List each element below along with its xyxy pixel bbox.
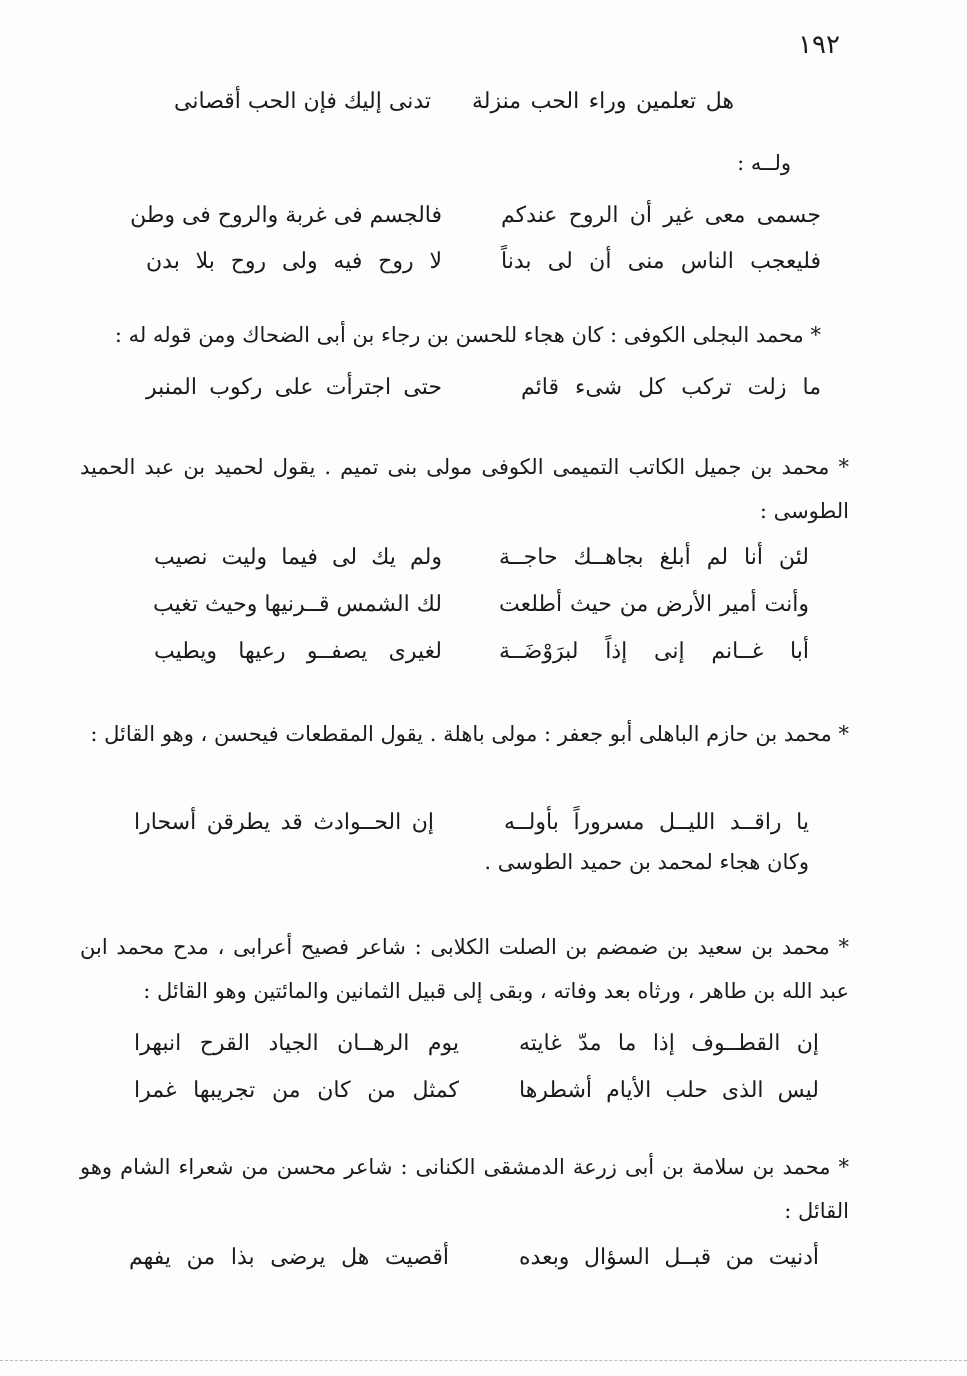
verse-second-hemistich: تدنى إليك فإن الحب أقصانى	[174, 89, 431, 114]
verse-first-hemistich: ما زلت تركب كل شىء قائم	[521, 375, 821, 400]
poem-heading: ولــه :	[737, 151, 791, 175]
verse-line	[154, 587, 809, 623]
verse-line	[134, 1026, 819, 1062]
biography-entry: * محمد بن جميل الكاتب التميمى الكوفى مولى بنى تميم . يقول لحميد بن عبد الحميد الطوسى :	[80, 455, 849, 523]
verse-first-hemistich: هل تعلمين وراء الحب منزلة	[472, 89, 734, 114]
verse-line	[146, 244, 821, 280]
verse-line	[154, 540, 809, 576]
verse-line	[154, 634, 809, 670]
verse-second-hemistich: يوم الرهــان الجياد القرح انبهرا	[134, 1031, 459, 1056]
verse-first-hemistich: فليعجب الناس منى أن لى بدناً	[501, 249, 821, 274]
verse-second-hemistich: حتى اجترأت على ركوب المنبر	[146, 375, 442, 400]
verse-first-hemistich: يا راقــد الليــل مسروراً بأولــه	[504, 810, 809, 835]
verse-line	[134, 805, 809, 841]
verse-first-hemistich: أدنيت من قبــل السؤال وبعده	[519, 1245, 819, 1270]
verse-second-hemistich: لغيرى يصفــو رعيها ويطيب	[154, 639, 442, 664]
verse-line	[129, 1240, 819, 1276]
verse-line	[130, 198, 821, 234]
biography-entry: * محمد البجلى الكوفى : كان هجاء للحسن بن رجاء بن أبى الضحاك ومن قوله له :	[114, 323, 821, 347]
verse-second-hemistich: ولم يك لى فيما وليت نصيب	[154, 545, 442, 570]
verse-second-hemistich: لك الشمس قــرنيها وحيث تغيب	[152, 592, 442, 617]
verse-second-hemistich: فالجسم فى غربة والروح فى وطن	[130, 203, 442, 228]
verse-line	[146, 370, 821, 406]
verse-first-hemistich: وأنت أمير الأرض من حيث أطلعت	[499, 592, 809, 617]
verse-first-hemistich: ليس الذى حلب الأيام أشطرها	[519, 1078, 819, 1103]
verse-first-hemistich: جسمى معى غير أن الروح عندكم	[501, 203, 821, 228]
page-edge-rule	[0, 1360, 967, 1361]
verse-second-hemistich: إن الحــوادث قد يطرقن أسحارا	[134, 810, 434, 835]
biography-entry: * محمد بن سلامة بن أبى زرعة الدمشقى الكنانى : شاعر محسن من شعراء الشام وهو القائل :	[80, 1155, 849, 1223]
biography-entry: * محمد بن سعيد بن ضمضم بن الصلت الكلابى : شاعر فصيح أعرابى ، مدح محمد ابن عبد الله بن طاهر ، ورثاه بعد وفاته ، وبقى إلى قبيل الثمانين والمائتين وهو القائل :	[80, 935, 849, 1003]
verse-first-hemistich: إن القطــوف إذا ما مدّ غايته	[519, 1031, 819, 1056]
verse-line	[174, 84, 734, 120]
verse-second-hemistich: كمثل من كان من تجريبها غمرا	[134, 1078, 459, 1103]
page-number: ١٩٢	[798, 30, 840, 60]
verse-line	[134, 1073, 819, 1109]
biography-entry: * محمد بن حازم الباهلى أبو جعفر : مولى باهلة . يقول المقطعات فيحسن ، وهو القائل :	[90, 722, 849, 746]
biography-note: وكان هجاء لمحمد بن حميد الطوسى .	[484, 850, 809, 874]
verse-first-hemistich: أبا غــانم إنى إذاً لبرَوْضَــة	[499, 639, 809, 664]
verse-second-hemistich: لا روح فيه ولى روح بلا بدن	[146, 249, 442, 274]
verse-first-hemistich: لئن أنا لم أبلغ بجاهــك حاجــة	[499, 545, 809, 570]
verse-second-hemistich: أقصيت هل يرضى بذا من يفهم	[129, 1245, 449, 1270]
